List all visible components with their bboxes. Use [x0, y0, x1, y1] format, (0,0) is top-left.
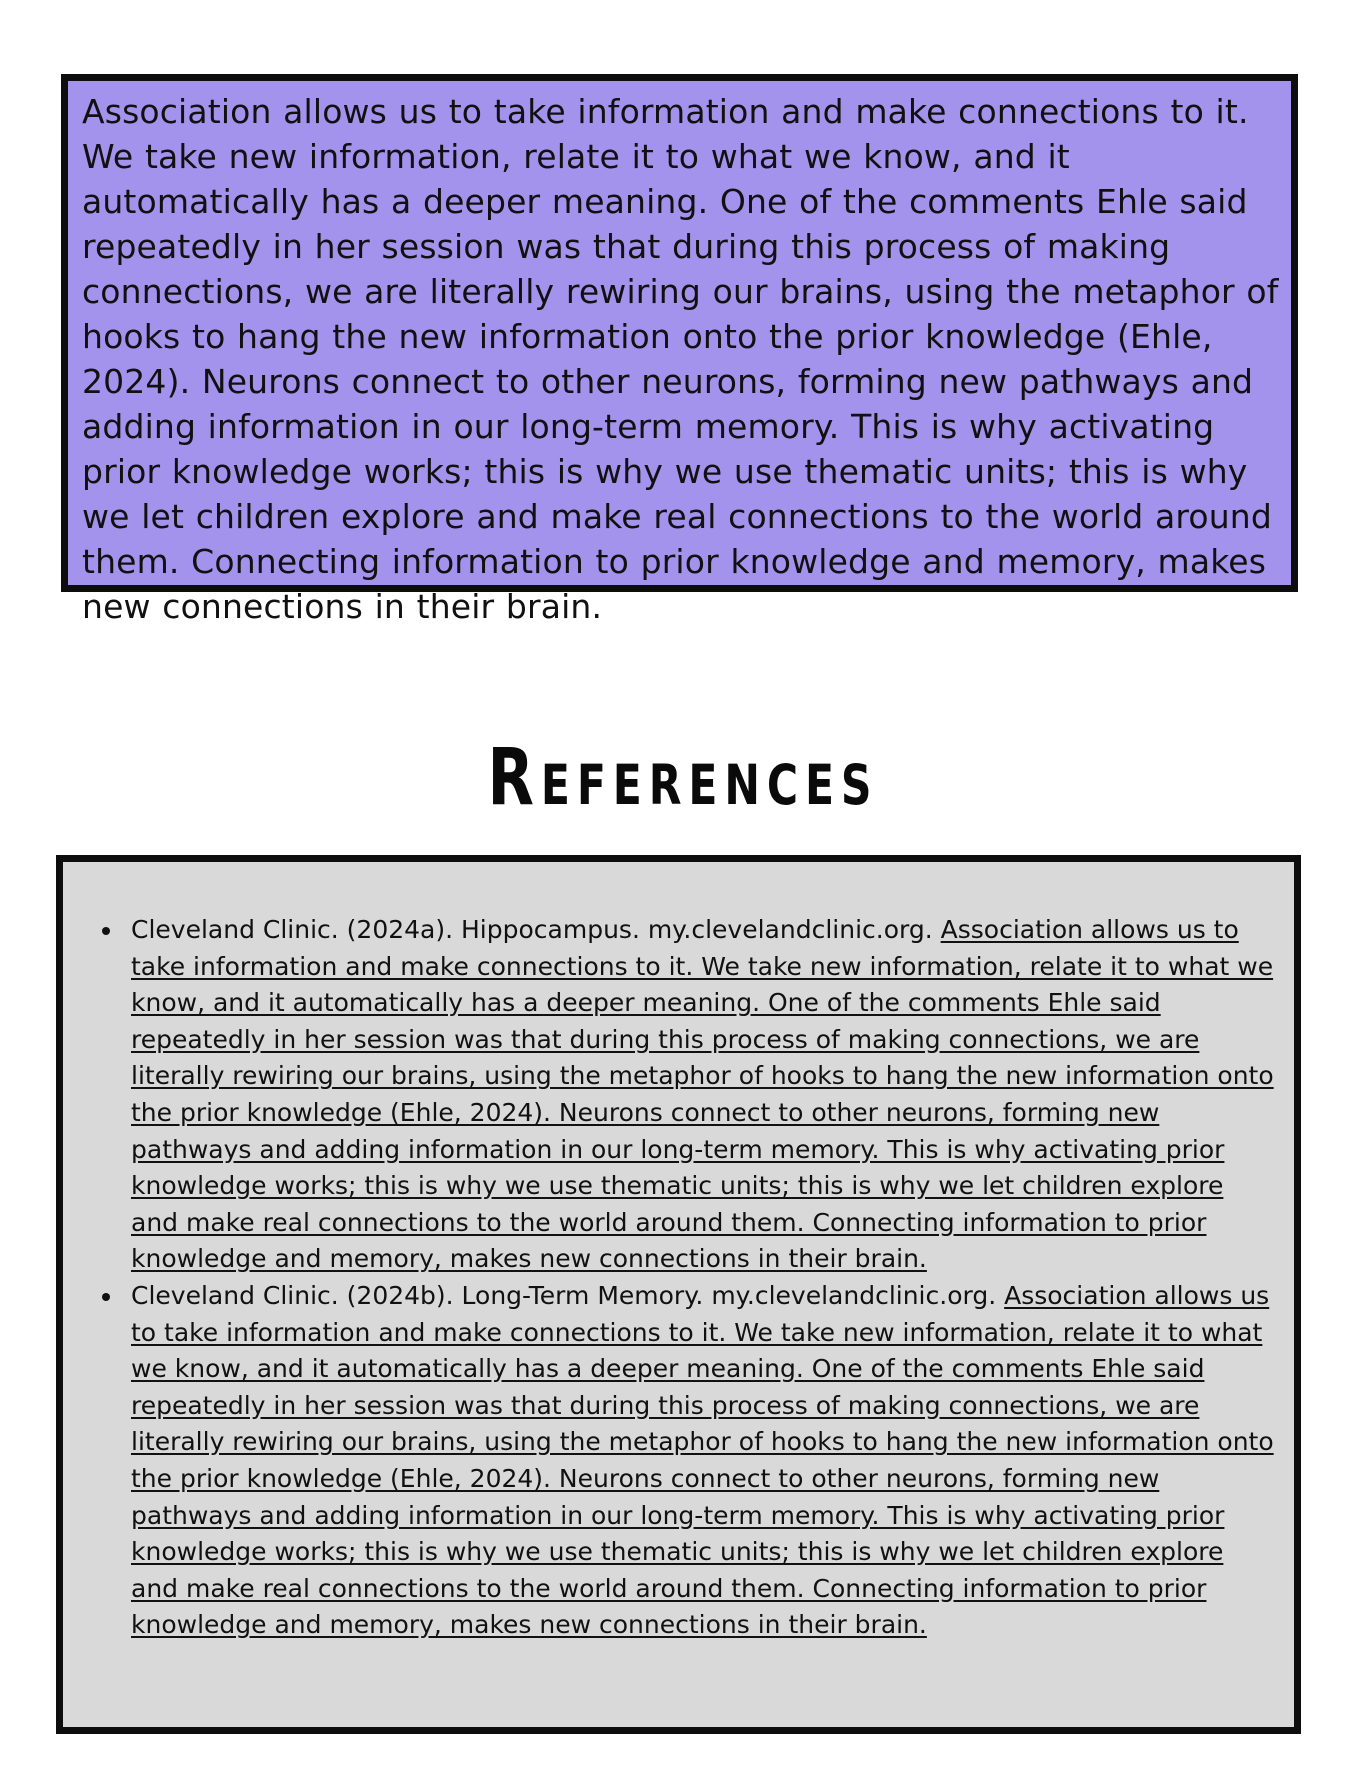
reference-link[interactable]: Association allows us to take information and make connections to it. We take new information, relate it to what we know, and it automatically has a deeper meaning. One of the comments Ehle said repeatedly in her session was that during this process of making connections, we are literally rewiring our brains, using the metaphor of hooks to hang the new information onto the prior knowledge (Ehle, 2024). Neurons connect to other neurons, forming new pathways and adding information in our long-term memory. This is why activating prior knowledge works; this is why we use thematic units; this is why we let children explore and make real connections to the world around them. Connecting information to prior knowledge and memory, makes new connections in their brain.	[131, 1280, 1274, 1640]
reference-link[interactable]: Association allows us to take information and make connections to it. We take new information, relate it to what we know, and it automatically has a deeper meaning. One of the comments Ehle said repeatedly in her session was that during this process of making connections, we are literally rewiring our brains, using the metaphor of hooks to hang the new information onto the prior knowledge (Ehle, 2024). Neurons connect to other neurons, forming new pathways and adding information in our long-term memory. This is why activating prior knowledge works; this is why we use thematic units; this is why we let children explore and make real connections to the world around them. Connecting information to prior knowledge and memory, makes new connections in their brain.	[131, 915, 1274, 1274]
references-box	[56, 855, 1301, 1734]
reference-citation: Cleveland Clinic. (2024b). Long-Term Memory. my.clevelandclinic.org.	[131, 1280, 997, 1310]
reference-citation: Cleveland Clinic. (2024a). Hippocampus. my.clevelandclinic.org.	[131, 915, 933, 944]
association-text-box	[61, 74, 1298, 626]
reference-item	[131, 912, 1278, 1278]
reference-item	[131, 1278, 1278, 1644]
association-paragraph: Association allows us to take information and make connections to it. We take new information, relate it to what we know, and it automatically has a deeper meaning. One of the comments Ehle said repeatedly in her session was that during this process of making connections, we are literally rewiring our brains, using the metaphor of hooks to hang the new information onto the prior knowledge (Ehle, 2024). Neurons connect to other neurons, forming new pathways and adding information in our long-term memory. This is why activating prior knowledge works; this is why we use thematic units; this is why we let children explore and make real connections to the world around them. Connecting information to prior knowledge and memory, makes new connections in their brain.	[82, 92, 1279, 626]
references-list	[83, 912, 1278, 1644]
references-heading: References	[487, 733, 879, 823]
